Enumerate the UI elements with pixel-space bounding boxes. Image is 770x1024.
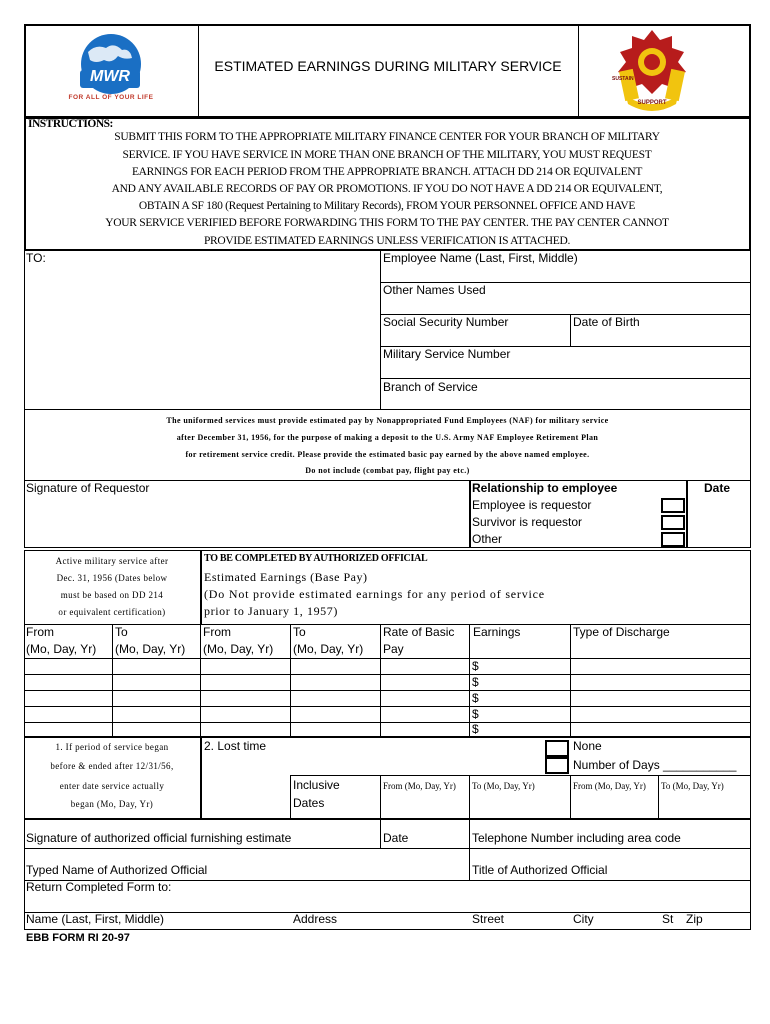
estimated-earnings-line: (Do Not provide estimated earnings for any period of service bbox=[204, 587, 545, 601]
lost-time-none-label: None bbox=[573, 739, 602, 753]
table-row[interactable] bbox=[25, 675, 750, 690]
instructions-line: YOUR SERVICE VERIFIED BEFORE FORWARDING THIS FORM TO THE PAY CENTER. THE PAY CENTER CANNOT bbox=[105, 217, 669, 229]
official-phone-label: Telephone Number including area code bbox=[472, 831, 681, 845]
employee-name-field[interactable] bbox=[381, 266, 750, 281]
military-service-number-field[interactable] bbox=[381, 362, 750, 377]
return-address-label: Address bbox=[293, 912, 338, 926]
col-discharge: Type of Discharge bbox=[573, 625, 670, 639]
lost-time-days-checkbox[interactable] bbox=[545, 757, 569, 774]
lost-time-label: 2. Lost time bbox=[204, 739, 267, 753]
service-note-line: Dec. 31, 1956 (Dates below bbox=[56, 573, 168, 583]
form-title: ESTIMATED EARNINGS DURING MILITARY SERVICE bbox=[214, 58, 562, 74]
dollar-sign: $ bbox=[472, 707, 479, 721]
option-survivor-label: Survivor is requestor bbox=[472, 515, 583, 529]
branch-of-service-label: Branch of Service bbox=[383, 380, 478, 394]
instructions-line: OBTAIN A SF 180 (Request Pertaining to Military Records), FROM YOUR PERSONNEL OFFICE AND HAVE bbox=[138, 200, 636, 212]
col-from-1-format: (Mo, Day, Yr) bbox=[26, 642, 97, 656]
lost-time-days-label: Number of Days ___________ bbox=[573, 758, 737, 772]
auth-divider bbox=[200, 550, 202, 624]
survivor-requestor-checkbox[interactable] bbox=[661, 515, 685, 530]
notice-line: The uniformed services must provide estimated pay by Nonappropriated Fund Employees (NAF) for military service bbox=[166, 416, 609, 425]
inclusive-from-field[interactable] bbox=[571, 794, 657, 818]
lost-time-divider bbox=[200, 737, 202, 819]
return-city-label: City bbox=[573, 912, 594, 926]
instructions-line: SUBMIT THIS FORM TO THE APPROPRIATE MILITARY FINANCE CENTER FOR YOUR BRANCH OF MILITARY bbox=[114, 131, 660, 143]
col-to-1: To bbox=[115, 625, 128, 639]
return-st-label: St bbox=[662, 912, 674, 926]
col-from-1: From bbox=[26, 625, 54, 639]
official-title-field[interactable] bbox=[470, 849, 750, 862]
service-note-line: Active military service after bbox=[55, 556, 169, 566]
table-row[interactable] bbox=[25, 691, 750, 706]
header-divider-right bbox=[578, 24, 579, 118]
army-insignia-logo bbox=[612, 26, 692, 114]
official-title-label: Title of Authorized Official bbox=[472, 863, 608, 877]
col-from-2: From bbox=[203, 625, 231, 639]
instructions-heading: INSTRUCTIONS: bbox=[28, 118, 113, 130]
dollar-sign: $ bbox=[472, 659, 479, 673]
estimated-earnings-line: prior to January 1, 1957) bbox=[204, 604, 338, 618]
ssn-field[interactable] bbox=[381, 330, 569, 345]
instructions-line: SERVICE. IF YOU HAVE SERVICE IN MORE THAN ONE BRANCH OF THE MILITARY, YOU MUST REQUEST bbox=[122, 149, 652, 161]
insignia-bottom-text: SUPPORT bbox=[637, 100, 667, 106]
notice-line: for retirement service credit. Please provide the estimated basic pay earned by the above named employee. bbox=[185, 450, 590, 459]
col-to-2: To bbox=[293, 625, 306, 639]
employee-requestor-checkbox[interactable] bbox=[661, 498, 685, 513]
relationship-label: Relationship to employee bbox=[472, 481, 618, 495]
return-name-label: Name (Last, First, Middle) bbox=[26, 912, 165, 926]
col-to-2-format: (Mo, Day, Yr) bbox=[293, 642, 364, 656]
official-divider bbox=[380, 819, 381, 848]
inclusive-top-line bbox=[290, 775, 751, 776]
inclusive-to-label: To (Mo, Day, Yr) bbox=[472, 781, 535, 791]
col-from-2-format: (Mo, Day, Yr) bbox=[203, 642, 274, 656]
return-street-label: Street bbox=[472, 912, 505, 926]
other-names-label: Other Names Used bbox=[383, 283, 486, 297]
to-field[interactable] bbox=[25, 266, 379, 409]
lost-time-none-checkbox[interactable] bbox=[545, 740, 569, 757]
notice-line: after December 31, 1956, for the purpose of making a deposit to the U.S. Army NAF Employee Retirement Plan bbox=[176, 433, 599, 442]
mwr-logo-text: MWR bbox=[90, 68, 130, 85]
inclusive-label: Inclusive bbox=[293, 778, 340, 792]
military-service-number-label: Military Service Number bbox=[383, 347, 511, 361]
form-id: EBB FORM RI 20-97 bbox=[26, 932, 130, 944]
official-date-label: Date bbox=[383, 831, 409, 845]
official-signature-field[interactable] bbox=[25, 820, 379, 830]
table-row[interactable] bbox=[25, 707, 750, 722]
row-line bbox=[380, 378, 751, 379]
col-earnings: Earnings bbox=[473, 625, 521, 639]
service-note-line: or equivalent certification) bbox=[58, 607, 166, 617]
other-names-field[interactable] bbox=[381, 298, 750, 313]
inclusive-to-field[interactable] bbox=[470, 794, 569, 818]
branch-of-service-field[interactable] bbox=[381, 394, 750, 409]
official-signature-label: Signature of authorized official furnishing estimate bbox=[26, 831, 292, 845]
return-heading: Return Completed Form to: bbox=[26, 880, 172, 894]
return-field[interactable] bbox=[25, 896, 750, 911]
dollar-sign: $ bbox=[472, 722, 479, 736]
estimated-earnings-line: Estimated Earnings (Base Pay) bbox=[204, 570, 368, 584]
inclusive-from-label: From (Mo, Day, Yr) bbox=[573, 781, 646, 791]
inclusive-from-label: From (Mo, Day, Yr) bbox=[383, 781, 456, 791]
option-employee-label: Employee is requestor bbox=[472, 498, 592, 512]
request-date-label: Date bbox=[704, 481, 731, 495]
col-rate: Rate of Basic bbox=[383, 625, 455, 639]
mwr-logo bbox=[66, 30, 156, 110]
dob-label: Date of Birth bbox=[573, 315, 640, 329]
ssn-label: Social Security Number bbox=[383, 315, 509, 329]
inclusive-divider bbox=[290, 775, 291, 819]
col-to-1-format: (Mo, Day, Yr) bbox=[115, 642, 186, 656]
auth-official-heading: TO BE COMPLETED BY AUTHORIZED OFFICIAL bbox=[204, 553, 428, 564]
employee-name-label: Employee Name (Last, First, Middle) bbox=[383, 251, 578, 265]
table-row[interactable] bbox=[25, 723, 750, 736]
inclusive-to-field[interactable] bbox=[659, 794, 750, 818]
instructions-line: EARNINGS FOR EACH PERIOD FROM THE APPROPRIATE BRANCH. ATTACH DD 214 OR EQUIVALENT bbox=[131, 166, 643, 178]
lost-time-note-line: before & ended after 12/31/56, bbox=[50, 761, 174, 771]
service-note-line: must be based on DD 214 bbox=[60, 590, 164, 600]
col-rate-2: Pay bbox=[383, 642, 404, 656]
instructions-line: PROVIDE ESTIMATED EARNINGS UNLESS VERIFICATION IS ATTACHED. bbox=[203, 235, 571, 247]
inclusive-label-2: Dates bbox=[293, 796, 325, 810]
table-row[interactable] bbox=[25, 659, 750, 674]
other-requestor-checkbox[interactable] bbox=[661, 532, 685, 547]
requestor-signature-label: Signature of Requestor bbox=[26, 481, 150, 495]
return-zip-label: Zip bbox=[686, 912, 703, 926]
dollar-sign: $ bbox=[472, 691, 479, 705]
request-date-field[interactable] bbox=[688, 497, 750, 547]
instructions-line: AND ANY AVAILABLE RECORDS OF PAY OR PROMOTIONS. IF YOU DO NOT HAVE A DD 214 OR EQUIVALENT, bbox=[111, 183, 663, 195]
lost-time-note-line: 1. If period of service began bbox=[55, 742, 169, 752]
to-label: TO: bbox=[26, 251, 46, 265]
insignia-top-text: SUSTAIN bbox=[612, 76, 634, 82]
requestor-divider bbox=[469, 480, 471, 548]
inclusive-from-field[interactable] bbox=[381, 794, 468, 818]
option-other-label: Other bbox=[472, 532, 503, 546]
official-typed-name-label: Typed Name of Authorized Official bbox=[26, 863, 208, 877]
lost-time-note-line: began (Mo, Day, Yr) bbox=[70, 799, 154, 809]
inclusive-to-label: To (Mo, Day, Yr) bbox=[661, 781, 724, 791]
dob-field[interactable] bbox=[571, 330, 750, 345]
requestor-signature-field[interactable] bbox=[25, 497, 468, 547]
dollar-sign: $ bbox=[472, 675, 479, 689]
official-typed-name-field[interactable] bbox=[25, 849, 468, 862]
mwr-logo-ring-text: FOR ALL OF YOUR LIFE bbox=[68, 94, 154, 101]
notice-line: Do not include (combat pay, flight pay etc.) bbox=[305, 466, 470, 475]
lost-time-note-line: enter date service actually bbox=[59, 781, 165, 791]
